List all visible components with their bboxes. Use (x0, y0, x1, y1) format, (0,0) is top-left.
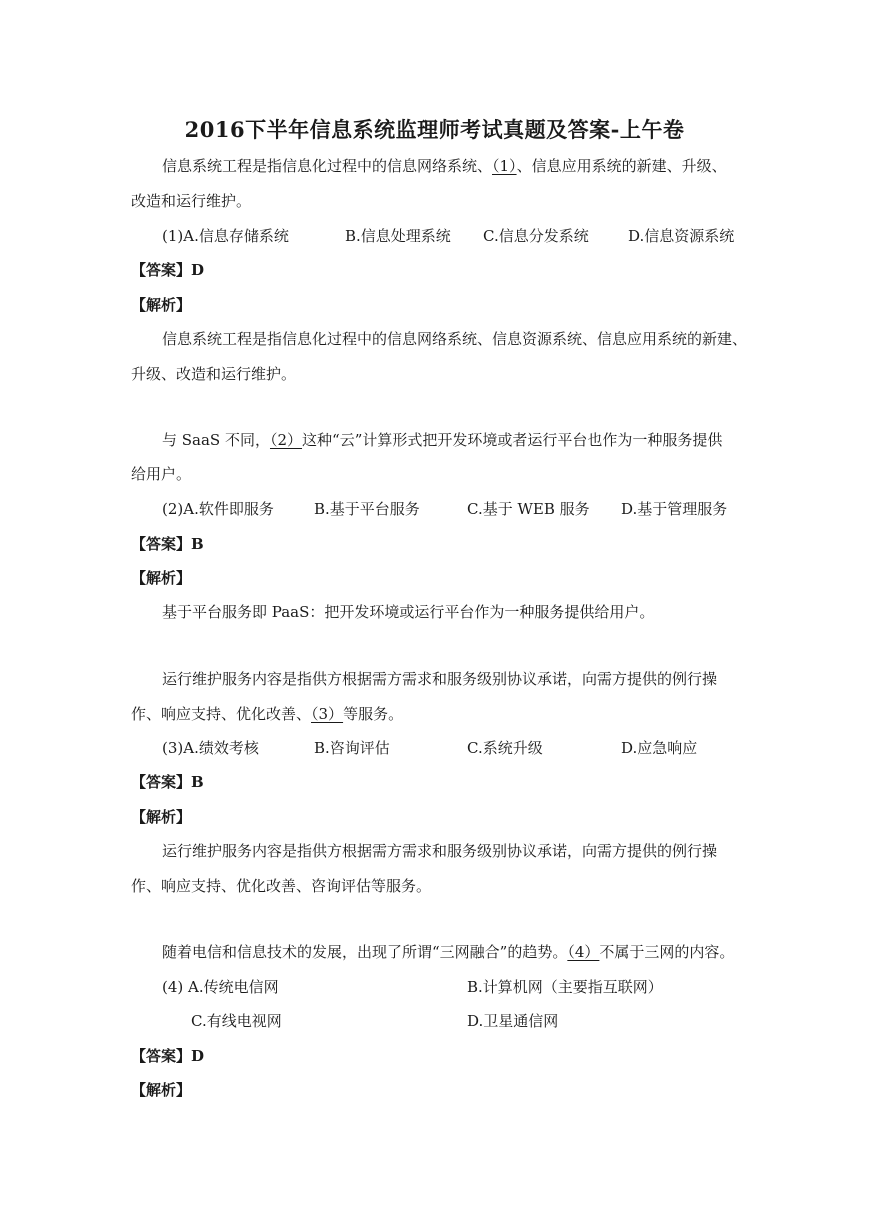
question-1-analysis-line1: 信息系统工程是指信息化过程中的信息网络系统、信息资源系统、信息应用系统的新建、 (162, 330, 748, 348)
question-1-option-c: C.信息分发系统 (483, 227, 589, 245)
question-4-answer: 【答案】D (131, 1047, 205, 1065)
question-2-option-d: D.基于管理服务 (621, 500, 728, 518)
question-2-option-b: B.基于平台服务 (314, 500, 420, 518)
question-1-analysis-line2: 升级、改造和运行维护。 (131, 365, 297, 383)
question-2-analysis-label: 【解析】 (131, 569, 192, 587)
question-3-stem-a: 作、响应支持、优化改善、 (131, 705, 312, 723)
question-2-option-c: C.基于 WEB 服务 (467, 500, 590, 518)
question-4-stem-a: 随着电信和信息技术的发展，出现了所谓“三网融合”的趋势。 (162, 943, 568, 961)
question-3-blank: （3） (311, 705, 344, 723)
question-3-option-a: (3)A.绩效考核 (162, 739, 259, 757)
question-3-stem-line2 (131, 703, 403, 725)
question-1-blank: （1） (492, 157, 517, 175)
question-3-analysis-line2: 作、响应支持、优化改善、咨询评估等服务。 (131, 877, 432, 895)
question-3-answer: 【答案】B (131, 773, 204, 791)
question-2-stem (162, 429, 722, 451)
question-1-option-b: B.信息处理系统 (345, 227, 451, 245)
question-4-option-a: (4) A.传统电信网 (162, 978, 279, 996)
question-2-blank: （2） (269, 431, 303, 449)
question-3-analysis-line1: 运行维护服务内容是指供方根据需方需求和服务级别协议承诺，向需方提供的例行操 (162, 842, 718, 860)
question-4-option-d: D.卫星通信网 (467, 1012, 559, 1030)
question-1-stem-a: 信息系统工程是指信息化过程中的信息网络系统、 (162, 157, 493, 175)
page-title: 2016下半年信息系统监理师考试真题及答案-上午卷 (184, 117, 685, 142)
question-3-option-d: D.应急响应 (621, 739, 698, 757)
question-1-answer: 【答案】D (131, 261, 205, 279)
question-1-option-a: (1)A.信息存储系统 (162, 227, 289, 245)
question-2-stem-a: 与 SaaS 不同， (162, 431, 270, 449)
question-4-analysis-label: 【解析】 (131, 1081, 192, 1099)
question-4-option-c: C.有线电视网 (191, 1012, 282, 1030)
question-4-stem (162, 941, 734, 963)
question-3-option-b: B.咨询评估 (314, 739, 390, 757)
question-3-option-c: C.系统升级 (467, 739, 543, 757)
question-1-option-d: D.信息资源系统 (628, 227, 735, 245)
question-2-stem-line2: 给用户。 (131, 465, 192, 483)
question-4-option-b: B.计算机网（主要指互联网） (467, 978, 663, 996)
question-3-analysis-label: 【解析】 (131, 808, 192, 826)
question-4-blank: （4） (567, 943, 600, 961)
question-2-option-a: (2)A.软件即服务 (162, 500, 274, 518)
question-1-stem-line2: 改造和运行维护。 (131, 192, 252, 210)
question-3-stem-line1: 运行维护服务内容是指供方根据需方需求和服务级别协议承诺，向需方提供的例行操 (162, 670, 718, 688)
question-4-stem-b: 不属于三网的内容。 (599, 943, 735, 961)
question-2-analysis-line1: 基于平台服务即 PaaS：把开发环境或运行平台作为一种服务提供给用户。 (162, 603, 655, 621)
question-1-analysis-label: 【解析】 (131, 296, 192, 314)
question-2-stem-b: 这种“云”计算形式把开发环境或者运行平台也作为一种服务提供 (302, 431, 723, 449)
question-2-answer: 【答案】B (131, 535, 204, 553)
question-3-stem-b: 等服务。 (343, 705, 404, 723)
question-1-stem (162, 155, 727, 177)
question-1-stem-b: 、信息应用系统的新建、升级、 (516, 157, 727, 175)
